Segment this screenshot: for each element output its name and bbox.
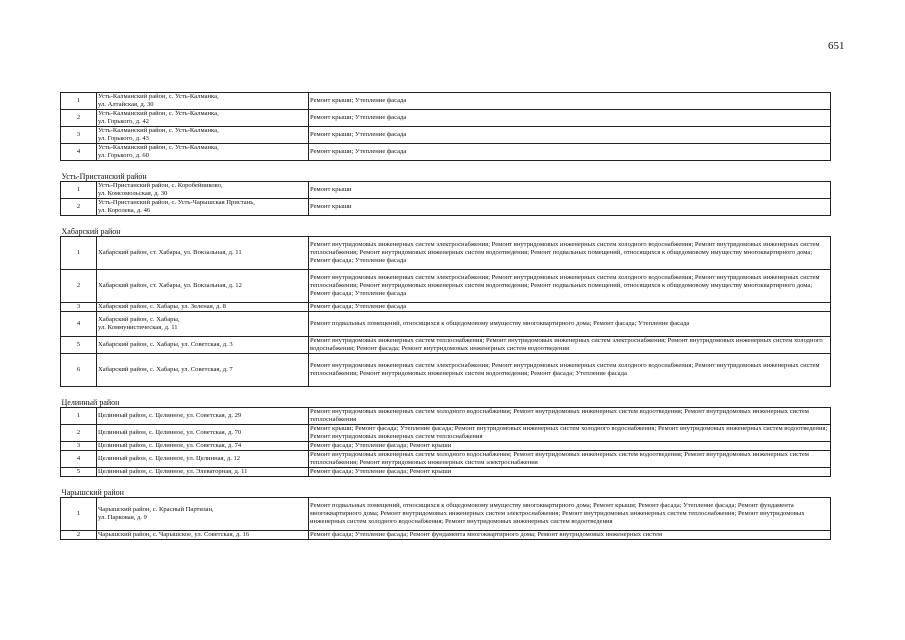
table-row — [61, 182, 831, 199]
row-number: 1 — [61, 237, 97, 270]
works-cell: Ремонт фасада; Утепление фасада; Ремонт фундамента многоквартирного дома; Ремонт внутридомовых инженерных систем — [309, 531, 831, 540]
address-cell: Хабарский район, с. Хабары, ул. Советская, д. 3 — [97, 337, 309, 354]
table-row — [61, 93, 831, 110]
row-number: 5 — [61, 337, 97, 354]
address-cell: Усть-Калманский район, с. Усть-Калманка, ул. Алтайская, д. 30 — [97, 93, 309, 110]
works-cell: Ремонт внутридомовых инженерных систем электроснабжения; Ремонт внутридомовых инженерных систем холодного водоснабжения; Ремонт внутридомовых инженерных систем теплоснабжения; Ремонт внутридомовых инженерных систем водоотведения; Ремонт подвальных помещений, относящихся к общедомовому имуществу многоквартирного дома; Ремонт фасада; Утепление фасада — [309, 237, 831, 270]
works-cell: Ремонт крыши; Утепление фасада — [309, 93, 831, 110]
works-cell: Ремонт крыши — [309, 199, 831, 216]
row-number: 1 — [61, 182, 97, 199]
district-header-row — [61, 216, 831, 237]
works-cell: Ремонт внутридомовых инженерных систем холодного водоснабжения; Ремонт внутридомовых инженерных систем водоотведения; Ремонт внутридомовых инженерных систем теплоснабжения — [309, 408, 831, 425]
works-cell: Ремонт фасада; Утепление фасада; Ремонт крыши — [309, 442, 831, 451]
address-cell: Целинный район, с. Целинное, ул. Советская, д. 29 — [97, 408, 309, 425]
table-row — [61, 354, 831, 387]
table-body — [61, 93, 831, 540]
district-header-row — [61, 387, 831, 408]
table-row — [61, 408, 831, 425]
page-number: 651 — [828, 40, 845, 52]
address-cell: Хабарский район, с. Хабары, ул. Зеленая, д. 8 — [97, 303, 309, 312]
table-row — [61, 498, 831, 531]
table-row — [61, 337, 831, 354]
works-cell: Ремонт крыши; Ремонт фасада; Утепление фасада; Ремонт внутридомовых инженерных систем холодного водоснабжения; Ремонт внутридомовых инженерных систем водоотведения; Ремонт внутридомовых инженерных систем теплоснабжения — [309, 425, 831, 442]
row-number: 6 — [61, 354, 97, 387]
repair-table — [60, 92, 831, 540]
address-cell: Усть-Калманский район, с. Усть-Калманка, ул. Горького, д. 43 — [97, 127, 309, 144]
address-cell: Хабарский район, ст. Хабары, ул. Вокзальная, д. 11 — [97, 237, 309, 270]
row-number: 4 — [61, 312, 97, 337]
district-title: Чарышский район — [61, 477, 831, 498]
address-cell: Усть-Пристанский район, с. Усть-Чарышская Пристань, ул. Королева, д. 46 — [97, 199, 309, 216]
address-cell: Хабарский район, с. Хабары, ул. Советская, д. 7 — [97, 354, 309, 387]
row-number: 3 — [61, 127, 97, 144]
district-title: Целинный район — [61, 387, 831, 408]
table-row — [61, 425, 831, 442]
row-number: 4 — [61, 144, 97, 161]
table-row — [61, 144, 831, 161]
table-row — [61, 442, 831, 451]
works-cell: Ремонт крыши — [309, 182, 831, 199]
table-row — [61, 312, 831, 337]
address-cell: Хабарский район, ст. Хабары, ул. Вокзальная, д. 12 — [97, 270, 309, 303]
district-header-row — [61, 161, 831, 182]
table-row — [61, 270, 831, 303]
district-title: Усть-Пристанский район — [61, 161, 831, 182]
table-row — [61, 110, 831, 127]
address-cell: Целинный район, с. Целинное, ул. Советская, д. 74 — [97, 442, 309, 451]
address-cell: Чарышский район, с. Красный Партизан, ул. Парковая, д. 9 — [97, 498, 309, 531]
works-cell: Ремонт крыши; Утепление фасада — [309, 110, 831, 127]
row-number: 2 — [61, 110, 97, 127]
table-row — [61, 468, 831, 477]
address-cell: Целинный район, с. Целинное, ул. Элеваторная, д. 11 — [97, 468, 309, 477]
works-cell: Ремонт крыши; Утепление фасада — [309, 127, 831, 144]
row-number: 2 — [61, 425, 97, 442]
works-cell: Ремонт фасада; Утепление фасада — [309, 303, 831, 312]
table-row — [61, 531, 831, 540]
table-row — [61, 237, 831, 270]
table-row — [61, 303, 831, 312]
address-cell: Усть-Калманский район, с. Усть-Калманка, ул. Горького, д. 42 — [97, 110, 309, 127]
district-header-row — [61, 477, 831, 498]
address-cell: Усть-Пристанский район, с. Коробейниково, ул. Комсомольская, д. 30 — [97, 182, 309, 199]
works-cell: Ремонт подвальных помещений, относящихся к общедомовому имуществу многоквартирного дома; Ремонт крыши; Ремонт фасада; Утепление фасада; Ремонт фундамента многоквартирного дома; Ремонт внутридомовых инженерных систем электроснабжения; Ремонт внутридомовых инженерных систем теплоснабжения; Ремонт внутридомовых инженерных систем холодного водоснабжения; Ремонт внутридомовых инженерных систем водоотведения — [309, 498, 831, 531]
address-cell: Хабарский район, с. Хабары, ул. Коммунистическая, д. 11 — [97, 312, 309, 337]
row-number: 1 — [61, 93, 97, 110]
works-cell: Ремонт подвальных помещений, относящихся к общедомовому имуществу многоквартирного дома; Ремонт фасада; Утепление фасада — [309, 312, 831, 337]
address-cell: Целинный район, с. Целинное, ул. Советская, д. 70 — [97, 425, 309, 442]
works-cell: Ремонт фасада; Утепление фасада; Ремонт крыши — [309, 468, 831, 477]
works-cell: Ремонт внутридомовых инженерных систем теплоснабжения; Ремонт внутридомовых инженерных систем электроснабжения; Ремонт внутридомовых инженерных систем холодного водоснабжения; Ремонт фасада; Ремонт внутридомовых инженерных систем водоотведения — [309, 337, 831, 354]
row-number: 1 — [61, 498, 97, 531]
district-title: Хабарский район — [61, 216, 831, 237]
works-cell: Ремонт внутридомовых инженерных систем электроснабжения; Ремонт внутридомовых инженерных систем холодного водоснабжения; Ремонт внутридомовых инженерных систем теплоснабжения; Ремонт внутридомовых инженерных систем водоотведения; Ремонт фасада; Утепление фасада — [309, 354, 831, 387]
table-row — [61, 199, 831, 216]
row-number: 3 — [61, 442, 97, 451]
row-number: 3 — [61, 303, 97, 312]
row-number: 1 — [61, 408, 97, 425]
row-number: 5 — [61, 468, 97, 477]
row-number: 2 — [61, 531, 97, 540]
table-row — [61, 451, 831, 468]
works-cell: Ремонт внутридомовых инженерных систем холодного водоснабжения; Ремонт внутридомовых инженерных систем водоотведения; Ремонт внутридомовых инженерных систем теплоснабжения; Ремонт внутридомовых инженерных систем электроснабжения — [309, 451, 831, 468]
address-cell: Целинный район, с. Целинное, ул. Целинная, д. 12 — [97, 451, 309, 468]
table-row — [61, 127, 831, 144]
row-number: 2 — [61, 199, 97, 216]
row-number: 4 — [61, 451, 97, 468]
works-cell: Ремонт внутридомовых инженерных систем электроснабжения; Ремонт внутридомовых инженерных систем холодного водоснабжения; Ремонт внутридомовых инженерных систем теплоснабжения; Ремонт внутридомовых инженерных систем водоотведения; Ремонт подвальных помещений, относящихся к общедомовому имуществу многоквартирного дома; Ремонт фасада; Утепление фасада — [309, 270, 831, 303]
address-cell: Чарышский район, с. Чарышское, ул. Советская, д. 16 — [97, 531, 309, 540]
address-cell: Усть-Калманский район, с. Усть-Калманка, ул. Горького, д. 60 — [97, 144, 309, 161]
works-cell: Ремонт крыши; Утепление фасада — [309, 144, 831, 161]
row-number: 2 — [61, 270, 97, 303]
